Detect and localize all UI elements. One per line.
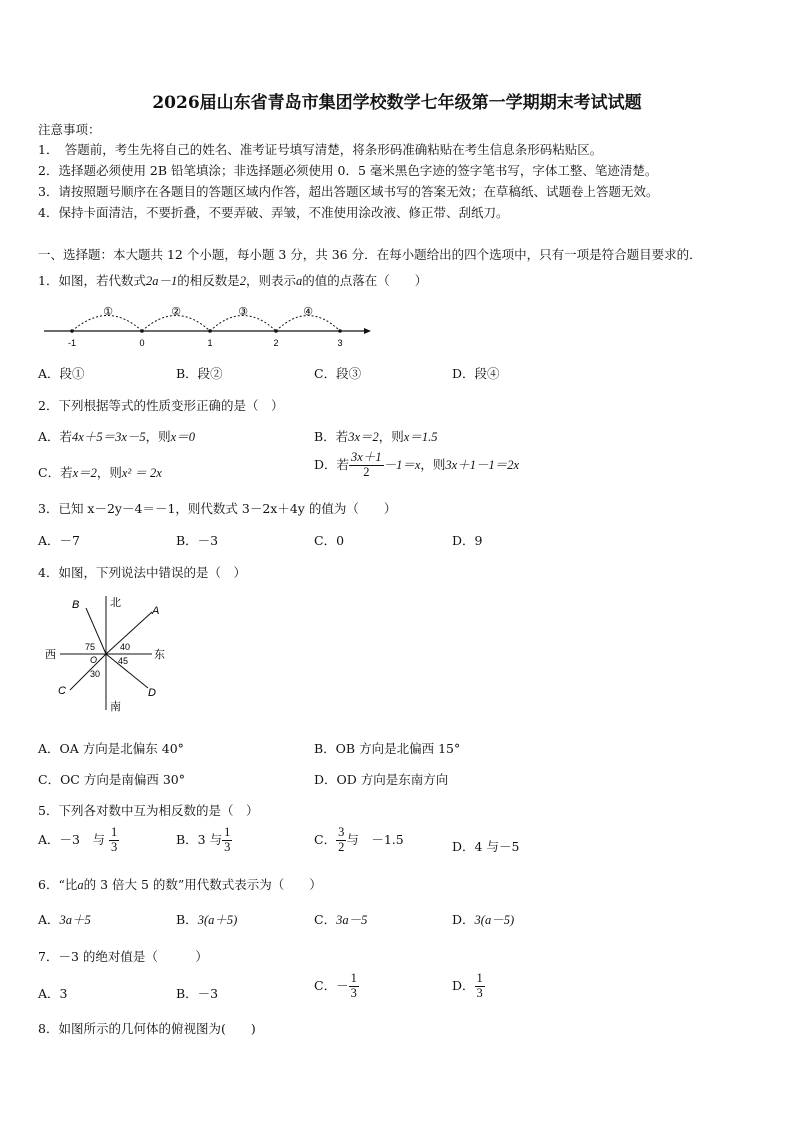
origin-label: O: [90, 655, 98, 665]
option-c[interactable]: C．若x＝2，则x² ＝ 2x: [38, 465, 162, 480]
axis-label: 0: [139, 338, 145, 348]
option-c[interactable]: C．－ $\frac{1}{3}$: [314, 971, 357, 1000]
angle-label: 30: [90, 669, 101, 679]
option-a[interactable]: A．－7: [38, 533, 80, 548]
option-a[interactable]: A．3a＋5: [38, 912, 91, 927]
point-c-label: C: [58, 685, 66, 697]
page-title: 2026届山东省青岛市集团学校数学七年级第一学期期末考试试题: [152, 93, 642, 113]
point-a-label: A: [152, 605, 160, 617]
option-b[interactable]: B．OB 方向是北偏西 15°: [314, 741, 461, 756]
segment-label: ①: [103, 306, 113, 318]
question-6-stem: 6．“比a的 3 倍大 5 的数”用代数式表示为（ ）: [38, 877, 322, 892]
segment-label: ②: [171, 306, 181, 318]
direction-figure: [40, 592, 180, 714]
option-d[interactable]: D．4 与－5: [452, 839, 520, 854]
segment-label: ③: [238, 306, 248, 318]
option-a[interactable]: A．－3 与 $\frac{1}{3}$: [38, 825, 118, 854]
axis-label: -1: [67, 338, 77, 348]
axis-label: 1: [207, 338, 213, 348]
notice-heading: 注意事项：: [38, 122, 101, 137]
option-a[interactable]: A．段①: [38, 366, 85, 381]
question-2-stem: 2．下列根据等式的性质变形正确的是（ ）: [38, 398, 284, 413]
option-c[interactable]: C．OC 方向是南偏西 30°: [38, 772, 185, 787]
question-4-stem: 4．如图，下列说法中错误的是（ ）: [38, 565, 246, 580]
question-8-stem: 8．如图所示的几何体的俯视图为( ): [38, 1021, 256, 1036]
option-c[interactable]: C．0: [314, 533, 345, 548]
option-c[interactable]: C．3a－5: [314, 912, 368, 927]
option-b[interactable]: B．段②: [176, 366, 223, 381]
north-label: 北: [110, 597, 121, 609]
segment-label: ④: [303, 306, 313, 318]
notice-item: 3．请按照题号顺序在各题目的答题区域内作答，超出答题区域书写的答案无效；在草稿纸、试题卷上答题无效。: [38, 184, 659, 199]
option-d[interactable]: D．9: [452, 533, 483, 548]
question-7-stem: 7．－3 的绝对值是（ ）: [38, 949, 208, 964]
option-d[interactable]: D． $\frac{1}{3}$: [452, 971, 483, 1000]
point-d-label: D: [148, 687, 156, 699]
option-a[interactable]: A．若4x＋5＝3x－5，则x＝0: [38, 429, 195, 444]
option-b[interactable]: B．若3x＝2，则x＝1.5: [314, 429, 438, 444]
option-a[interactable]: A．3: [38, 986, 68, 1001]
option-d[interactable]: D．若 $\frac{3x+1}{2}$ －1＝x，则3x＋1－1＝2x: [314, 450, 520, 479]
angle-label: 45: [118, 656, 129, 666]
option-d[interactable]: D．段④: [452, 366, 500, 381]
option-b[interactable]: B．－3: [176, 986, 219, 1001]
west-label: 西: [45, 649, 56, 661]
axis-label: 3: [337, 338, 343, 348]
notice-item: 2．选择题必须使用 2B 铅笔填涂；非选择题必须使用 0．5 毫米黑色字迹的签字笔书写，字体工整、笔迹清楚。: [38, 163, 658, 178]
option-b[interactable]: B．3 与 $\frac{1}{3}$: [176, 825, 231, 854]
east-label: 东: [154, 649, 165, 661]
option-a[interactable]: A．OA 方向是北偏东 40°: [38, 741, 184, 756]
question-3-stem: 3．已知 x－2y－4＝－1，则代数式 3－2x＋4y 的值为（ ）: [38, 501, 397, 516]
angle-label: 75: [85, 642, 96, 652]
notice-item: 1． 答题前，考生先将自己的姓名、准考证号填写清楚，将条形码准确粘贴在考生信息条形码粘贴区。: [38, 142, 603, 157]
south-label: 南: [110, 701, 121, 713]
option-b[interactable]: B．3(a＋5): [176, 912, 238, 927]
number-line-figure: [38, 298, 378, 350]
question-5-stem: 5．下列各对数中互为相反数的是（ ）: [38, 803, 259, 818]
section-heading: 一、选择题：本大题共 12 个小题，每小题 3 分，共 36 分．在每小题给出的四个选项中，只有一项是符合题目要求的．: [38, 247, 702, 262]
question-1-stem: 1．如图，若代数式2a－1的相反数是2，则表示a的值的点落在（ ）: [38, 273, 428, 288]
option-d[interactable]: D．3(a－5): [452, 912, 515, 927]
option-c[interactable]: C． $\frac{3}{2}$ 与 －1.5: [314, 825, 404, 854]
angle-label: 40: [120, 642, 131, 652]
option-d[interactable]: D．OD 方向是东南方向: [314, 772, 449, 787]
option-b[interactable]: B．－3: [176, 533, 219, 548]
axis-label: 2: [273, 338, 279, 348]
option-c[interactable]: C．段③: [314, 366, 362, 381]
notice-item: 4．保持卡面清洁，不要折叠，不要弄破、弄皱，不准使用涂改液、修正带、刮纸刀。: [38, 205, 509, 220]
point-b-label: B: [72, 599, 80, 611]
